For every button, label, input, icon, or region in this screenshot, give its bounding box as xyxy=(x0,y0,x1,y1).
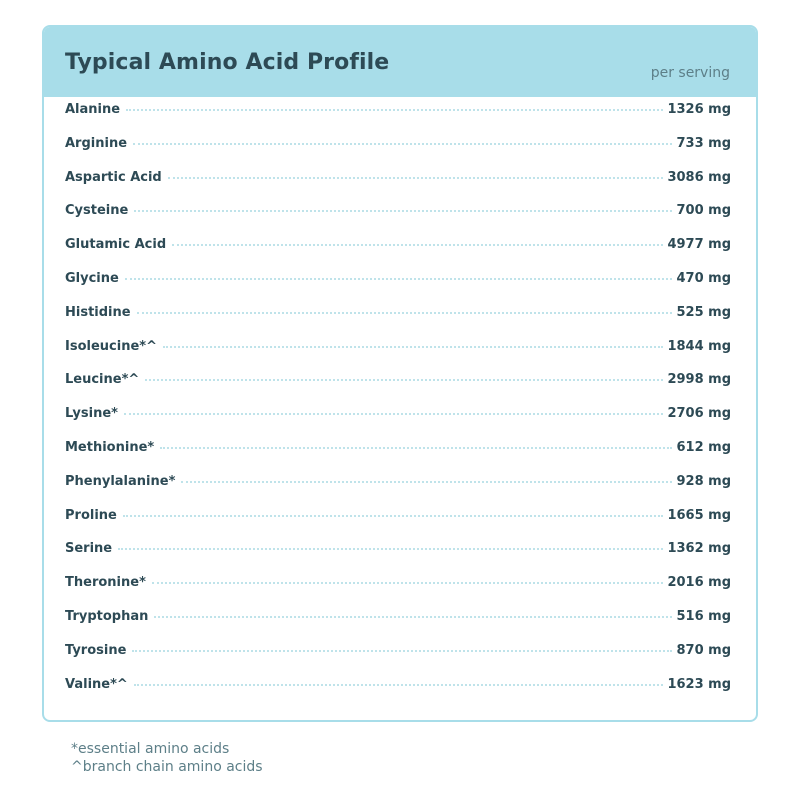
amino-acid-name: Glutamic Acid xyxy=(65,237,167,253)
amino-acid-amount: 3086 mg xyxy=(667,169,731,185)
amino-acid-amount: 1326 mg xyxy=(667,102,731,117)
dot-leader xyxy=(134,684,664,686)
amino-acid-name: Tyrosine xyxy=(65,642,127,658)
amino-acid-amount: 1623 mg xyxy=(667,676,731,692)
list-item xyxy=(65,170,731,204)
dot-leader xyxy=(152,582,664,584)
footnote-essential: *essential amino acids xyxy=(71,741,230,757)
amino-acid-amount: 870 mg xyxy=(676,642,731,658)
amino-acid-amount: 700 mg xyxy=(676,203,731,219)
list-item xyxy=(65,609,731,643)
list-item xyxy=(65,203,731,237)
dot-leader xyxy=(134,210,672,212)
dot-leader xyxy=(132,650,672,652)
dot-leader xyxy=(118,548,663,550)
dot-leader xyxy=(154,616,672,618)
serving-label: per serving xyxy=(650,65,730,81)
amino-acid-amount: 2016 mg xyxy=(667,575,731,591)
amino-acid-amount: 2706 mg xyxy=(667,406,731,422)
list-item xyxy=(65,643,731,677)
dot-leader xyxy=(126,109,663,111)
dot-leader xyxy=(124,413,663,415)
amino-acid-name: Isoleucine*^ xyxy=(65,338,157,354)
amino-acid-amount: 525 mg xyxy=(676,304,731,320)
amino-acid-name: Aspartic Acid xyxy=(65,169,162,185)
amino-acid-amount: 4977 mg xyxy=(667,237,731,253)
amino-acid-amount: 733 mg xyxy=(676,135,731,151)
card-header xyxy=(44,27,756,97)
dot-leader xyxy=(125,278,673,280)
amino-acid-name: Serine xyxy=(65,541,113,557)
amino-acid-name: Theronine* xyxy=(65,575,146,591)
amino-acid-amount: 928 mg xyxy=(676,473,731,489)
dot-leader xyxy=(168,177,664,179)
list-item xyxy=(65,440,731,474)
amino-acid-amount: 1362 mg xyxy=(667,541,731,557)
list-item xyxy=(65,305,731,339)
amino-acid-amount: 1844 mg xyxy=(667,338,731,354)
card-title: Typical Amino Acid Profile xyxy=(65,50,390,75)
list-item xyxy=(65,406,731,440)
amino-acid-card xyxy=(42,25,758,722)
amino-acid-name: Proline xyxy=(65,507,117,523)
list-item xyxy=(65,372,731,406)
list-item xyxy=(65,339,731,373)
list-item xyxy=(65,271,731,305)
list-item xyxy=(65,136,731,170)
dot-leader xyxy=(133,143,672,145)
dot-leader xyxy=(181,481,672,483)
dot-leader xyxy=(123,515,664,517)
list-item xyxy=(65,237,731,271)
amino-acid-name: Phenylalanine* xyxy=(65,473,176,489)
dot-leader xyxy=(163,346,663,348)
dot-leader xyxy=(160,447,672,449)
amino-acid-name: Glycine xyxy=(65,270,119,286)
list-item xyxy=(65,541,731,575)
footnote-branch-chain: ^branch chain amino acids xyxy=(71,759,263,775)
list-item xyxy=(65,575,731,609)
amino-acid-list xyxy=(65,102,731,710)
amino-acid-amount: 612 mg xyxy=(676,439,731,455)
amino-acid-name: Arginine xyxy=(65,135,128,151)
amino-acid-amount: 470 mg xyxy=(676,270,731,286)
amino-acid-amount: 2998 mg xyxy=(667,372,731,388)
amino-acid-name: Histidine xyxy=(65,304,131,320)
dot-leader xyxy=(145,379,663,381)
list-item xyxy=(65,677,731,711)
amino-acid-name: Leucine*^ xyxy=(65,372,140,388)
amino-acid-name: Alanine xyxy=(65,102,121,117)
amino-acid-name: Methionine* xyxy=(65,439,155,455)
list-item xyxy=(65,102,731,136)
list-item xyxy=(65,474,731,508)
dot-leader xyxy=(137,312,673,314)
amino-acid-name: Tryptophan xyxy=(65,608,149,624)
amino-acid-name: Valine*^ xyxy=(65,676,128,692)
amino-acid-amount: 516 mg xyxy=(676,608,731,624)
dot-leader xyxy=(172,244,663,246)
list-item xyxy=(65,508,731,542)
amino-acid-amount: 1665 mg xyxy=(667,507,731,523)
amino-acid-name: Lysine* xyxy=(65,406,118,422)
amino-acid-name: Cysteine xyxy=(65,203,129,219)
footnotes xyxy=(71,740,263,776)
